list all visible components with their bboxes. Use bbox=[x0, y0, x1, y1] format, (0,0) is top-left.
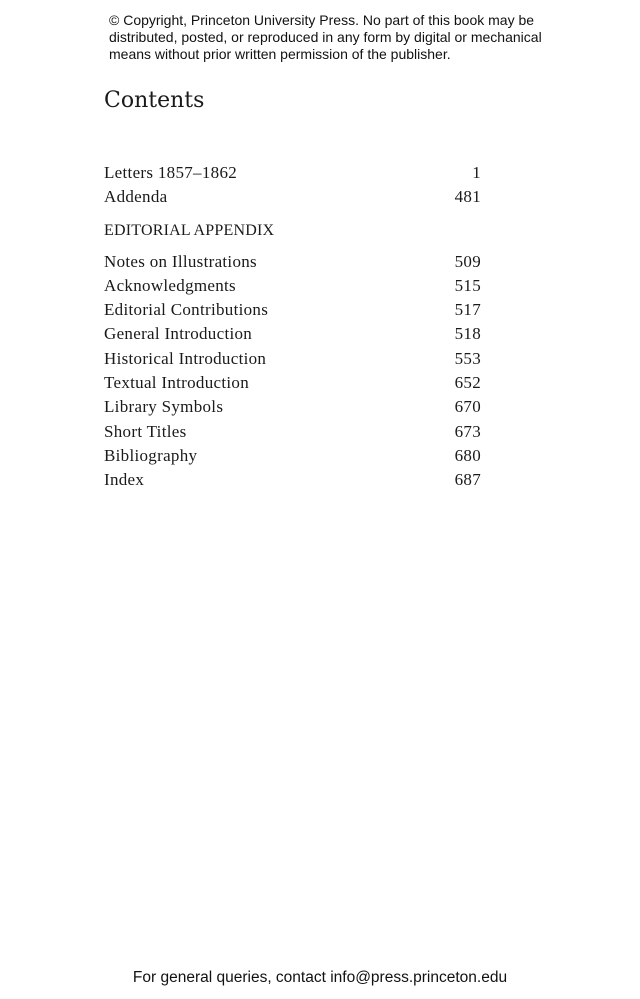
toc-entry-page: 680 bbox=[454, 445, 481, 465]
toc-entry-page: 1 bbox=[472, 163, 481, 182]
toc-entry-page: 518 bbox=[454, 324, 481, 344]
toc-entry-editorial-contributions bbox=[104, 298, 481, 322]
toc-entry-acknowledgments bbox=[104, 274, 481, 298]
toc-entry-page: 517 bbox=[454, 300, 481, 320]
copyright-line: means without prior written permission of the publisher. bbox=[109, 46, 451, 62]
toc-entry-page: 509 bbox=[454, 251, 481, 271]
copyright-line: © Copyright, Princeton University Press. No part of this book may be bbox=[109, 12, 535, 28]
toc-section-heading: EDITORIAL APPENDIX bbox=[104, 221, 275, 239]
toc-entry-page: 670 bbox=[454, 397, 481, 417]
copyright-line: distributed, posted, or reproduced in any form by digital or mechanical bbox=[109, 29, 542, 45]
toc-entry-page: 652 bbox=[454, 373, 481, 393]
toc-entry-label: Notes on Illustrations bbox=[104, 251, 257, 271]
toc-entry-letters bbox=[104, 161, 481, 185]
toc-entry-page: 553 bbox=[454, 348, 481, 368]
toc-entry-notes-on-illustrations bbox=[104, 250, 481, 274]
toc-entry-label: Editorial Contributions bbox=[104, 300, 269, 320]
toc-entry-label: General Introduction bbox=[104, 324, 253, 344]
toc-entry-bibliography bbox=[104, 444, 481, 468]
toc-entry-label: Library Symbols bbox=[104, 397, 224, 417]
toc-entry-index bbox=[104, 468, 481, 492]
toc-entry-label: Textual Introduction bbox=[104, 373, 250, 393]
toc-entry-page: 515 bbox=[454, 275, 481, 295]
toc-entry-label: Short Titles bbox=[104, 421, 187, 441]
toc-entry-label: Acknowledgments bbox=[104, 275, 236, 295]
toc-entry-label: Index bbox=[104, 470, 145, 490]
footer-contact-text: For general queries, contact info@press.princeton.edu bbox=[132, 969, 508, 986]
toc-entry-label: Historical Introduction bbox=[104, 348, 267, 368]
toc-entry-historical-introduction bbox=[104, 347, 481, 371]
toc-entry-library-symbols bbox=[104, 395, 481, 419]
copyright-notice bbox=[109, 12, 549, 63]
table-of-contents bbox=[104, 161, 481, 493]
toc-entry-addenda bbox=[104, 185, 481, 209]
toc-entry-label: Addenda bbox=[104, 187, 168, 207]
toc-entry-page: 481 bbox=[454, 187, 481, 207]
toc-entry-page: 687 bbox=[454, 470, 481, 490]
toc-entry-page: 673 bbox=[454, 421, 481, 441]
toc-entry-label: Letters 1857–1862 bbox=[104, 163, 238, 182]
page-title: Contents bbox=[104, 88, 205, 113]
toc-entry-label: Bibliography bbox=[104, 445, 198, 465]
toc-entry-general-introduction bbox=[104, 322, 481, 346]
toc-entry-textual-introduction bbox=[104, 371, 481, 395]
toc-entry-short-titles bbox=[104, 420, 481, 444]
